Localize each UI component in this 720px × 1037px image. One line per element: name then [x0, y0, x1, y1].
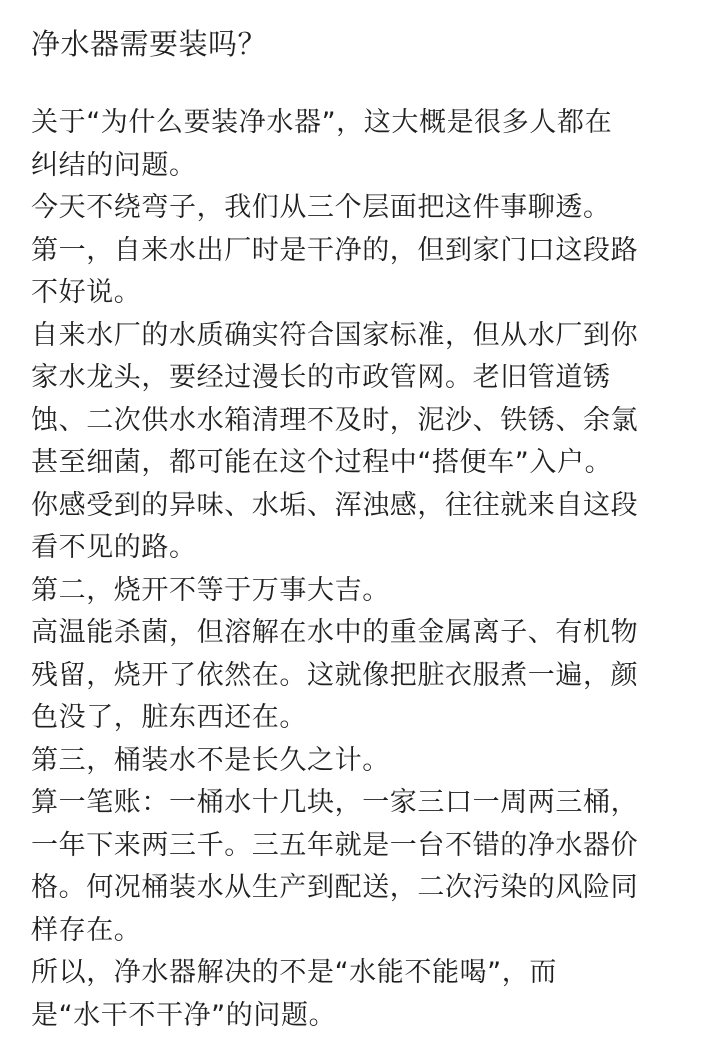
article-line: 看不见的路。	[31, 527, 692, 570]
article-line: 样存在。	[31, 910, 692, 953]
article-line: 所以，净水器解决的不是“水能不能喝”，而	[31, 952, 692, 995]
article-line: 关于“为什么要装净水器”，这大概是很多人都在	[31, 102, 692, 145]
article-line: 不好说。	[31, 272, 692, 315]
article-title: 净水器需要装吗？	[31, 22, 692, 66]
article-line: 自来水厂的水质确实符合国家标准，但从水厂到你	[31, 315, 692, 358]
article-line: 第二，烧开不等于万事大吉。	[31, 570, 692, 613]
article-body	[31, 102, 692, 1037]
article-line: 一年下来两三千。三五年就是一台不错的净水器价	[31, 825, 692, 868]
article-line: 高温能杀菌，但溶解在水中的重金属离子、有机物	[31, 612, 692, 655]
article-line: 今天不绕弯子，我们从三个层面把这件事聊透。	[31, 187, 692, 230]
article-line: 是“水干不干净”的问题。	[31, 995, 692, 1037]
article-line: 蚀、二次供水水箱清理不及时，泥沙、铁锈、余氯	[31, 400, 692, 443]
article-line: 第一，自来水出厂时是干净的，但到家门口这段路	[31, 230, 692, 273]
article-line: 残留，烧开了依然在。这就像把脏衣服煮一遍，颜	[31, 655, 692, 698]
article-line: 纠结的问题。	[31, 145, 692, 188]
article-line: 算一笔账：一桶水十几块，一家三口一周两三桶，	[31, 782, 692, 825]
article-line: 家水龙头，要经过漫长的市政管网。老旧管道锈	[31, 357, 692, 400]
article-line: 格。何况桶装水从生产到配送，二次污染的风险同	[31, 867, 692, 910]
article-line: 色没了，脏东西还在。	[31, 697, 692, 740]
article-line: 你感受到的异味、水垢、浑浊感，往往就来自这段	[31, 485, 692, 528]
article-line: 第三，桶装水不是长久之计。	[31, 740, 692, 783]
article-line: 甚至细菌，都可能在这个过程中“搭便车”入户。	[31, 442, 692, 485]
